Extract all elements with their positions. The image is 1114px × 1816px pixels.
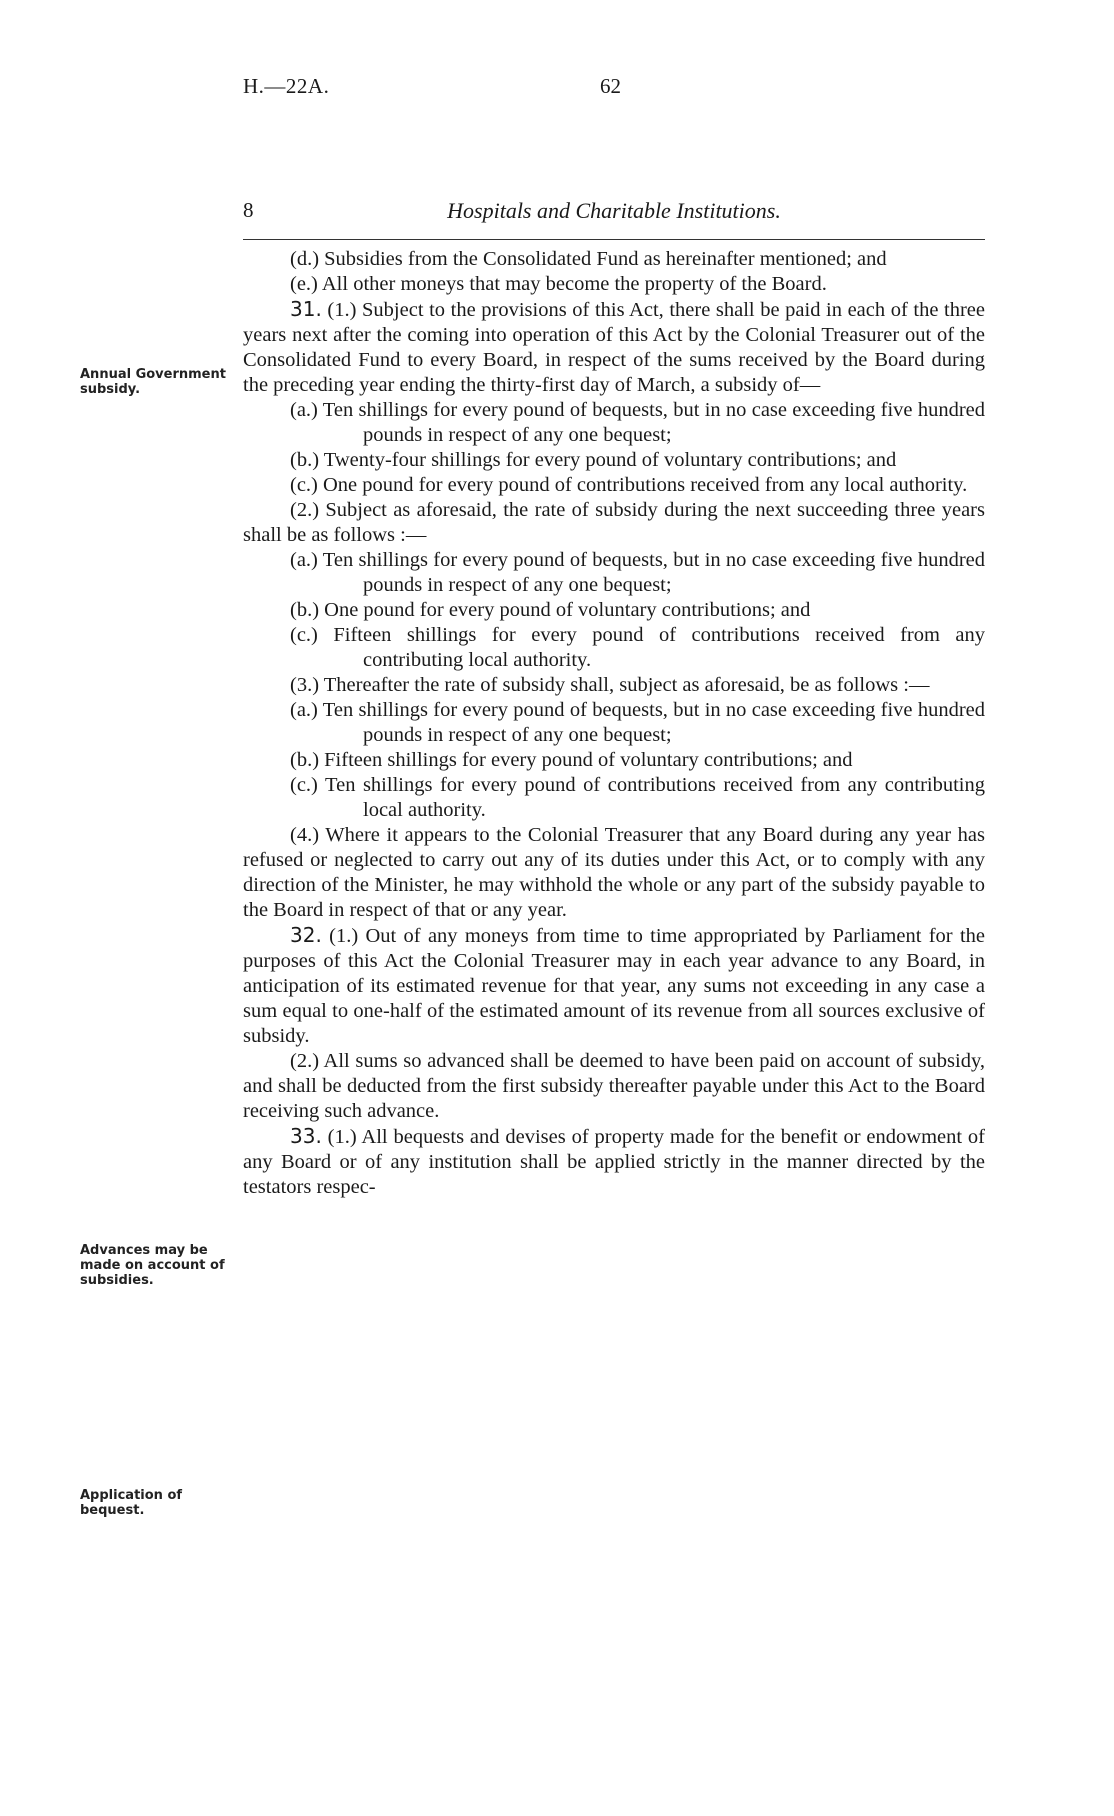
section-32-2: (2.) All sums so advanced shall be deemed to have been paid on account of subsidy, and shall be deducted from the first subsidy thereafter payable under this Act to the Board receiving such advance. [243,1050,985,1122]
section-33-number: 33. [290,1124,322,1148]
document-reference: H.—22A. [243,74,330,98]
paragraph-d: (d.) Subsidies from the Consolidated Fund as hereinafter mentioned; and [290,248,887,270]
section-31-3: (3.) Thereafter the rate of subsidy shall, subject as aforesaid, be as follows :— [290,674,930,696]
body-text [243,247,985,1200]
section-31-2: (2.) Subject as aforesaid, the rate of subsidy during the next succeeding three years shall be as follows :— [243,499,985,546]
section-31-1-text: (1.) Subject to the provisions of this Act, there shall be paid in each of the three years next after the coming into operation of this Act by the Colonial Treasurer out of the Consolidated Fund to every Board, in respect of the sums received by the Board during the preceding year ending the thirty-first day of March, a subsidy of— [243,299,985,396]
running-head-title: Hospitals and Charitable Institutions. [447,198,781,223]
running-head [243,198,985,232]
margin-note-application: Application of bequest. [80,1488,183,1518]
section-31-2b: (b.) One pound for every pound of voluntary contributions; and [290,599,811,621]
section-31-number: 31. [290,297,322,321]
section-31-1c: (c.) One pound for every pound of contributions received from any local authority. [290,474,968,496]
page-number: 62 [600,74,621,98]
paragraph-e: (e.) All other moneys that may become the property of the Board. [290,273,827,295]
section-31-4: (4.) Where it appears to the Colonial Treasurer that any Board during any year has refused or neglected to carry out any of its duties under this Act, or to comply with any direction of the Minister, he may withhold the whole or any part of the subsidy payable to the Board in respect of that or any year. [243,824,985,921]
section-33-1-text: (1.) All bequests and devises of property made for the benefit or endowment of any Board or of any institution shall be applied strictly in the manner directed by the testators respec- [243,1126,986,1198]
section-32-number: 32. [290,923,322,947]
section-31-2a: (a.) Ten shillings for every pound of bequests, but in no case exceeding five hundred pounds in respect of any one bequest; [290,549,985,596]
running-head-page: 8 [243,198,254,222]
section-31-1b: (b.) Twenty-four shillings for every pound of voluntary contributions; and [290,449,897,471]
section-31-3c: (c.) Ten shillings for every pound of contributions received from any contributing local authority. [290,774,985,821]
margin-note-advances: Advances may be made on account of subsidies. [80,1243,225,1288]
page-header [0,74,1114,104]
section-31-3b: (b.) Fifteen shillings for every pound of voluntary contributions; and [290,749,853,771]
section-31-1 [243,297,985,398]
section-32-1 [243,923,985,1049]
header-rule [243,239,985,240]
section-32-1-text: (1.) Out of any moneys from time to time appropriated by Parliament for the purposes of this Act the Colonial Treasurer may in each year advance to any Board, in anticipation of its estimated revenue for that year, any sums not exceeding in any case a sum equal to one-half of the estimated amount of its revenue from all sources exclusive of subsidy. [243,925,985,1047]
section-33-1 [243,1124,985,1200]
section-31-1a: (a.) Ten shillings for every pound of bequests, but in no case exceeding five hundred pounds in respect of any one bequest; [290,399,985,446]
section-31-3a: (a.) Ten shillings for every pound of bequests, but in no case exceeding five hundred pounds in respect of any one bequest; [290,699,985,746]
section-31-2c: (c.) Fifteen shillings for every pound of contributions received from any contributing local authority. [290,624,985,671]
margin-note-annual-subsidy: Annual Government subsidy. [80,367,226,397]
